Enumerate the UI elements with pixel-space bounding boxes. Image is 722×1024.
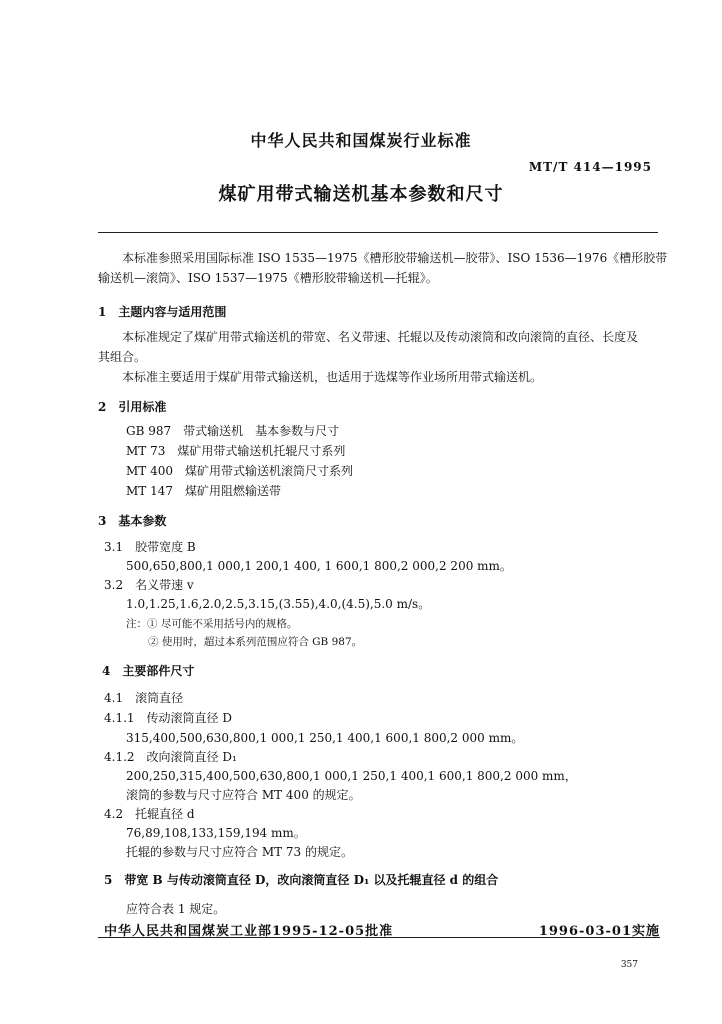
section-5-text: 应符合表 1 规定。 <box>126 902 226 916</box>
section-4-1-2-heading: 4.1.2 改向滚筒直径 D₁ <box>104 750 237 764</box>
page-number: 357 <box>620 960 638 970</box>
effective-date: 1996-03-01实施 <box>538 924 660 939</box>
reference-item: GB 987 带式输送机 基本参数与尺寸 <box>126 424 340 438</box>
intro-line-2: 输送机—滚筒》、ISO 1537—1975《槽形胶带输送机—托辊》。 <box>98 271 438 285</box>
section-4-2-heading: 4.2 托辊直径 d <box>104 807 195 821</box>
reference-item: MT 147 煤矿用阻燃输送带 <box>126 484 282 498</box>
footer-divider <box>98 937 660 938</box>
section-4-1-1-heading: 4.1.1 传动滚筒直径 D <box>104 711 232 725</box>
section-1-para-2: 本标准主要适用于煤矿用带式输送机，也适用于选煤等作业场所用带式输送机。 <box>122 370 543 384</box>
bend-pulley-diameter-values: 200,250,315,400,500,630,800,1 000,1 250,1 400,1 600,1 800,2 000 mm， <box>126 769 577 783</box>
standard-code: MT/T 414—1995 <box>528 160 652 174</box>
section-4-1-heading: 4.1 滚筒直径 <box>104 691 184 705</box>
reference-item: MT 73 煤矿用带式输送机托辊尺寸系列 <box>126 444 346 458</box>
section-5-heading: 5 带宽 B 与传动滚筒直径 D，改向滚筒直径 D₁ 以及托辊直径 d 的组合 <box>104 873 499 887</box>
approval-line: 中华人民共和国煤炭工业部1995-12-05批准 <box>104 924 394 939</box>
idler-diameter-values: 76,89,108,133,159,194 mm。 <box>126 826 306 840</box>
header-divider <box>98 232 658 233</box>
idler-standard-note: 托辊的参数与尺寸应符合 MT 73 的规定。 <box>126 845 354 859</box>
belt-width-values: 500,650,800,1 000,1 200,1 400, 1 600,1 800,2 000,2 200 mm。 <box>126 559 512 573</box>
section-4-heading: 4 主要部件尺寸 <box>102 664 195 678</box>
issuing-org-header: 中华人民共和国煤炭行业标准 <box>250 131 472 150</box>
document-title: 煤矿用带式输送机基本参数和尺寸 <box>218 184 504 205</box>
section-1-heading: 1 主题内容与适用范围 <box>98 305 227 319</box>
note-2: ② 使用时，超过本系列范围应符合 GB 987。 <box>148 636 363 648</box>
note-1: 注：① 尽可能不采用括号内的规格。 <box>126 618 298 630</box>
section-3-heading: 3 基本参数 <box>98 514 167 528</box>
section-1-para-1-line-2: 其组合。 <box>98 350 147 364</box>
reference-item: MT 400 煤矿用带式输送机滚筒尺寸系列 <box>126 464 354 478</box>
section-1-para-1-line-1: 本标准规定了煤矿用带式输送机的带宽、名义带速、托辊以及传动滚筒和改向滚筒的直径、长度及 <box>122 330 639 344</box>
section-3-1-heading: 3.1 胶带宽度 B <box>104 540 196 554</box>
intro-line-1: 本标准参照采用国际标准 ISO 1535—1975《槽形胶带输送机—胶带》、ISO 1536—1976《槽形胶带 <box>122 251 668 265</box>
section-2-heading: 2 引用标准 <box>98 400 167 414</box>
belt-speed-values: 1.0,1.25,1.6,2.0,2.5,3.15,(3.55),4.0,(4.5),5.0 m/s。 <box>126 597 431 611</box>
drive-pulley-diameter-values: 315,400,500,630,800,1 000,1 250,1 400,1 600,1 800,2 000 mm。 <box>126 731 524 745</box>
section-3-2-heading: 3.2 名义带速 v <box>104 578 194 592</box>
pulley-standard-note: 滚筒的参数与尺寸应符合 MT 400 的规定。 <box>126 788 361 802</box>
